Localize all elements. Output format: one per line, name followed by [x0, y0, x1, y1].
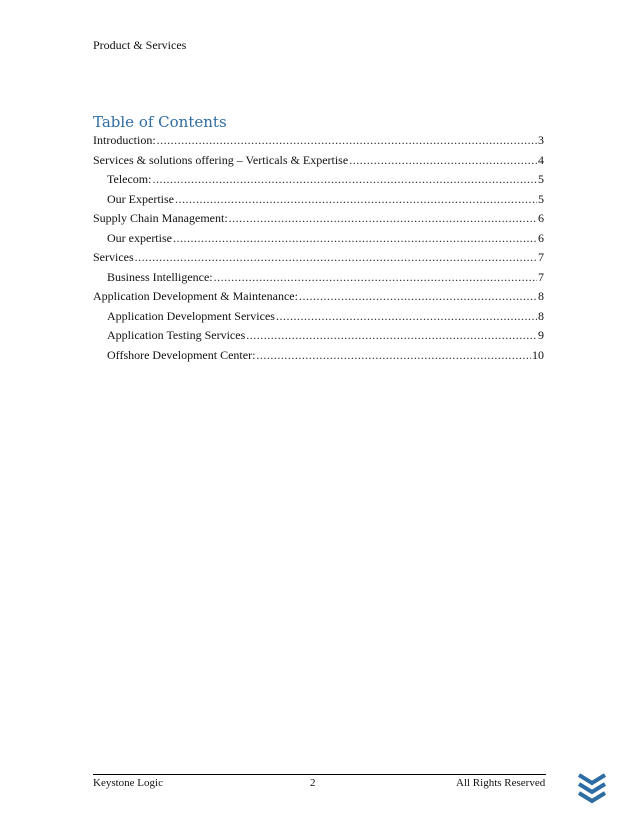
toc-entry-telecom[interactable]	[93, 170, 544, 190]
toc-entry-label: Application Testing Services	[107, 328, 246, 342]
toc-dot-leader	[214, 268, 537, 288]
toc-dot-leader	[349, 151, 537, 171]
footer-page-number: 2	[310, 777, 316, 789]
toc-page-number: 3	[538, 133, 544, 147]
toc-entry-application-development-services[interactable]	[93, 307, 544, 327]
toc-page-number: 5	[538, 191, 544, 206]
keystone-chevron-logo-icon	[575, 772, 609, 806]
toc-entry-label: Supply Chain Management:	[93, 211, 228, 225]
toc-entry-label: Application Development Services	[107, 308, 275, 323]
footer-company-name: Keystone Logic	[93, 777, 163, 789]
toc-page-number: 7	[538, 269, 544, 284]
toc-page-number: 9	[538, 328, 544, 342]
toc-entry-offshore-development-center[interactable]	[93, 346, 544, 366]
toc-title: Table of Contents	[93, 113, 227, 131]
toc-entry-application-testing-services[interactable]	[93, 326, 544, 346]
toc-dot-leader	[152, 170, 537, 190]
toc-entry-label: Services	[93, 250, 134, 264]
toc-dot-leader	[135, 248, 537, 268]
toc-entry-label: Introduction:	[93, 133, 156, 147]
toc-dot-leader	[157, 131, 537, 151]
footer-divider	[93, 774, 546, 775]
toc-entry-label: Services & solutions offering – Verticals & Expertise	[93, 152, 349, 167]
toc-entry-services-solutions[interactable]	[93, 151, 544, 171]
toc-entry-scm-our-expertise[interactable]	[93, 229, 544, 249]
toc-page-number: 8	[538, 289, 544, 303]
toc-page-number: 7	[538, 250, 544, 264]
toc-dot-leader	[276, 307, 537, 327]
toc-dot-leader	[256, 346, 531, 366]
toc-dot-leader	[299, 287, 537, 307]
toc-page-number: 8	[538, 308, 544, 323]
toc-entry-label: Business Intelligence:	[107, 269, 213, 284]
toc-page-number: 10	[532, 347, 544, 362]
toc-entry-business-intelligence[interactable]	[93, 268, 544, 288]
chevron-top	[579, 775, 605, 783]
toc-entry-label: Application Development & Maintenance:	[93, 289, 298, 303]
toc-entry-our-expertise[interactable]	[93, 190, 544, 210]
toc-page-number: 6	[538, 230, 544, 245]
toc-entry-introduction[interactable]	[93, 131, 544, 151]
toc-entry-supply-chain-management[interactable]	[93, 209, 544, 229]
toc-page-number: 4	[538, 152, 544, 167]
page-header: Product & Services	[93, 38, 187, 52]
toc-page-number: 5	[538, 172, 544, 186]
toc-page-number: 6	[538, 211, 544, 225]
toc-entry-label: Our expertise	[107, 230, 172, 245]
toc-entry-application-development-maintenance[interactable]	[93, 287, 544, 307]
table-of-contents	[93, 131, 544, 365]
toc-dot-leader	[246, 326, 537, 346]
toc-entry-label: Our Expertise	[107, 191, 174, 206]
toc-dot-leader	[173, 229, 537, 249]
toc-dot-leader	[229, 209, 537, 229]
toc-entry-services[interactable]	[93, 248, 544, 268]
toc-dot-leader	[175, 190, 537, 210]
toc-entry-label: Telecom:	[107, 172, 152, 186]
toc-entry-label: Offshore Development Center:	[107, 347, 256, 362]
footer-rights-notice: All Rights Reserved	[456, 777, 546, 789]
